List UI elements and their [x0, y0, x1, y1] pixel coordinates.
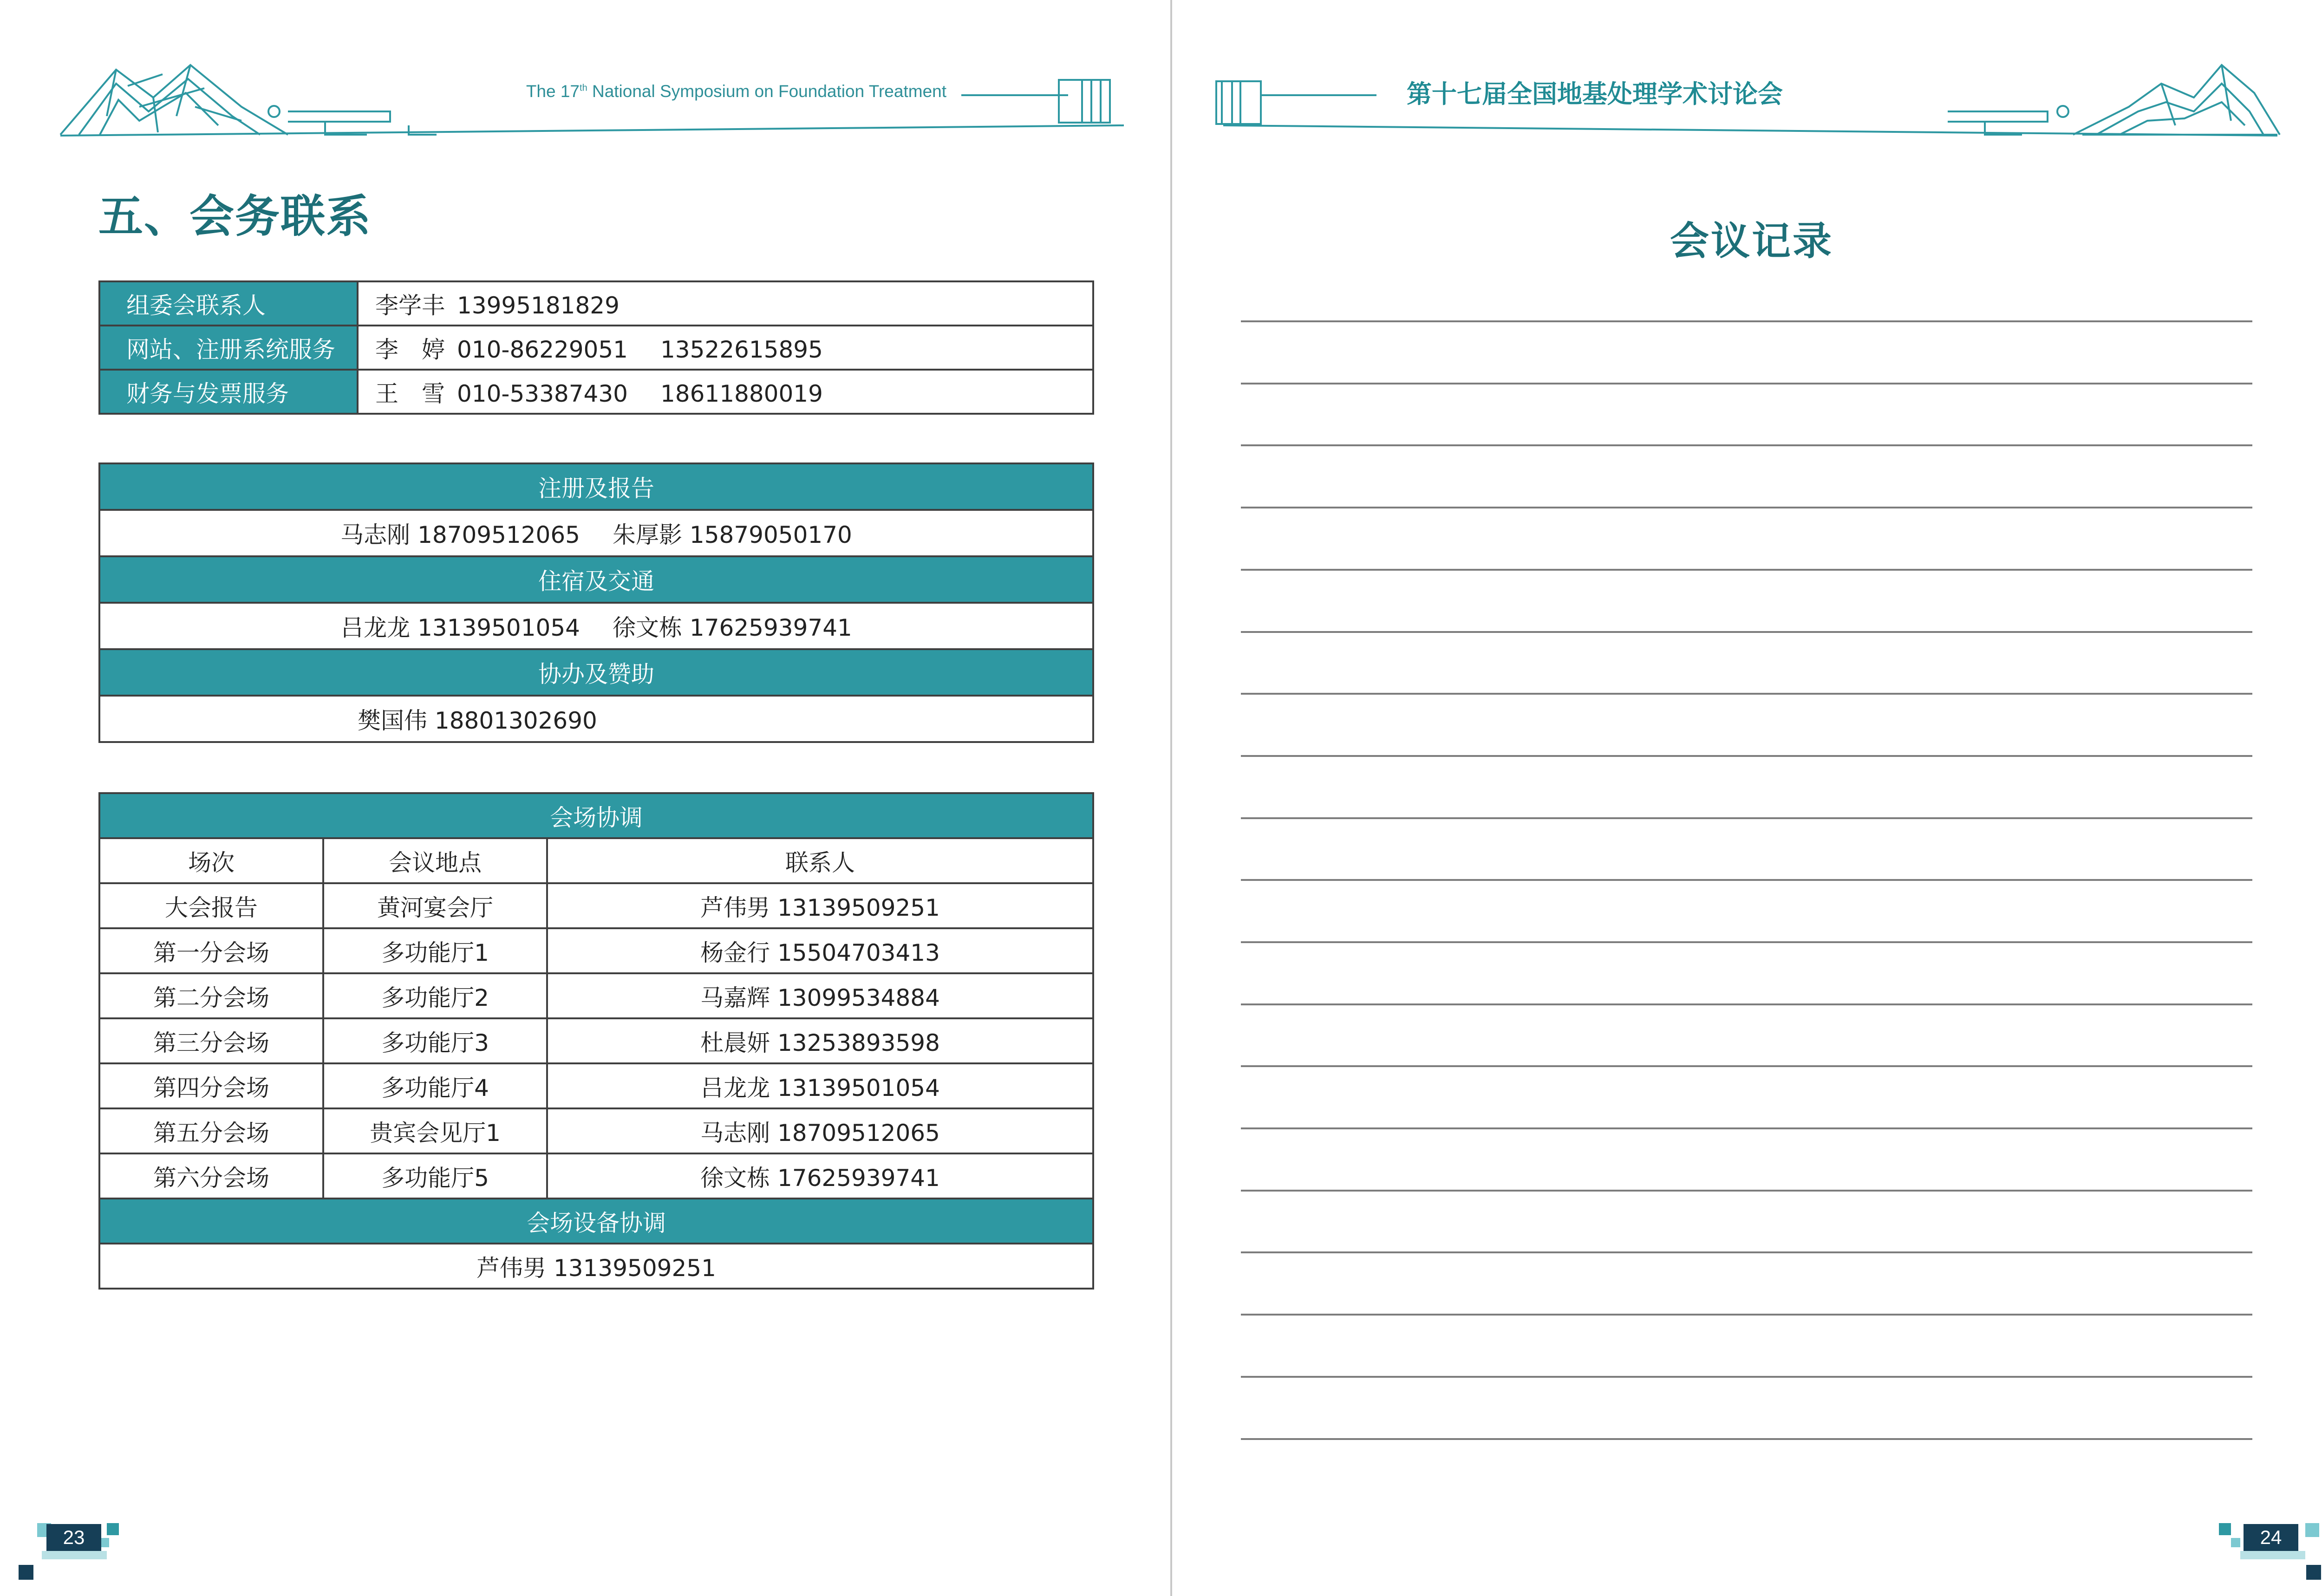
note-line	[1241, 1376, 2252, 1378]
note-line	[1241, 879, 2252, 881]
table-row	[99, 1063, 1093, 1108]
note-line	[1241, 320, 2252, 322]
venue-contact: 杜晨妍 13253893598	[547, 1018, 1093, 1063]
table-row	[99, 510, 1093, 556]
table-column-header-row	[99, 838, 1093, 883]
table-row	[99, 1153, 1093, 1199]
note-line	[1241, 631, 2252, 633]
page-number: 23	[46, 1524, 101, 1551]
venue-contact: 芦伟男 13139509251	[547, 883, 1093, 928]
symposium-header-cn: 第十七届全国地基处理学术讨论会	[1407, 79, 1783, 109]
venue-contact: 吕龙龙 13139501054	[547, 1063, 1093, 1108]
note-line	[1241, 1251, 2252, 1253]
table-header-row	[99, 793, 1093, 838]
note-line	[1241, 1003, 2252, 1005]
service-contact: 吕龙龙 13139501054 徐文栋 17625939741	[99, 603, 1093, 649]
service-heading: 住宿及交通	[99, 556, 1093, 603]
venue-location: 多功能厅4	[323, 1063, 547, 1108]
note-line	[1241, 507, 2252, 508]
note-line	[1241, 569, 2252, 571]
note-line	[1241, 1065, 2252, 1067]
venue-location: 多功能厅3	[323, 1018, 547, 1063]
section-title: 五、会务联系	[98, 190, 372, 242]
venue-location: 多功能厅2	[323, 973, 547, 1018]
table-header-row	[99, 556, 1093, 603]
mountain-ornament-icon	[0, 0, 1170, 149]
contact-table	[98, 280, 1094, 415]
note-line	[1241, 1190, 2252, 1192]
note-line	[1241, 693, 2252, 695]
contact-label: 组委会联系人	[99, 281, 358, 326]
equipment-contact: 芦伟男 13139509251	[99, 1244, 1093, 1289]
page-number: 24	[2244, 1524, 2298, 1551]
table-row	[99, 883, 1093, 928]
table-header-row	[99, 649, 1093, 696]
venue-session: 第四分会场	[99, 1063, 323, 1108]
venue-title: 会场协调	[99, 793, 1093, 838]
contact-value: 李学丰 13995181829	[358, 281, 1093, 326]
table-row	[99, 696, 1093, 742]
table-row	[99, 1018, 1093, 1063]
table-row	[99, 973, 1093, 1018]
contact-label: 网站、注册系统服务	[99, 326, 358, 370]
venue-session: 大会报告	[99, 883, 323, 928]
venue-contact: 徐文栋 17625939741	[547, 1153, 1093, 1199]
venue-session: 第二分会场	[99, 973, 323, 1018]
column-header: 联系人	[547, 838, 1093, 883]
table-row	[99, 928, 1093, 973]
table-header-row	[99, 1199, 1093, 1244]
venue-session: 第三分会场	[99, 1018, 323, 1063]
service-contact: 樊国伟 18801302690	[99, 696, 1093, 742]
service-table	[98, 463, 1094, 743]
note-line	[1241, 755, 2252, 757]
venue-contact: 马志刚 18709512065	[547, 1108, 1093, 1153]
meeting-notes-title: 会议记录	[1670, 218, 1834, 264]
note-line	[1241, 383, 2252, 384]
table-row	[99, 603, 1093, 649]
table-header-row	[99, 463, 1093, 510]
table-row	[99, 370, 1093, 414]
venue-session: 第五分会场	[99, 1108, 323, 1153]
venue-session: 第一分会场	[99, 928, 323, 973]
right-page	[1172, 0, 2322, 1596]
note-line	[1241, 1127, 2252, 1129]
contact-label: 财务与发票服务	[99, 370, 358, 414]
venue-contact: 马嘉辉 13099534884	[547, 973, 1093, 1018]
venue-session: 第六分会场	[99, 1153, 323, 1199]
table-row	[99, 1244, 1093, 1289]
contact-value: 王 雪 010-53387430 18611880019	[358, 370, 1093, 414]
venue-location: 贵宾会见厅1	[323, 1108, 547, 1153]
venue-location: 黄河宴会厅	[323, 883, 547, 928]
service-contact: 马志刚 18709512065 朱厚影 15879050170	[99, 510, 1093, 556]
note-line	[1241, 1314, 2252, 1316]
venue-contact: 杨金行 15504703413	[547, 928, 1093, 973]
venue-location: 多功能厅1	[323, 928, 547, 973]
venue-location: 多功能厅5	[323, 1153, 547, 1199]
column-header: 场次	[99, 838, 323, 883]
equipment-title: 会场设备协调	[99, 1199, 1093, 1244]
service-heading: 注册及报告	[99, 463, 1093, 510]
note-line	[1241, 1438, 2252, 1440]
table-row	[99, 1108, 1093, 1153]
note-line	[1241, 941, 2252, 943]
table-row	[99, 326, 1093, 370]
note-line	[1241, 444, 2252, 446]
table-row	[99, 281, 1093, 326]
column-header: 会议地点	[323, 838, 547, 883]
symposium-header-en: The 17th National Symposium on Foundation Treatment	[526, 82, 946, 101]
service-heading: 协办及赞助	[99, 649, 1093, 696]
note-line	[1241, 817, 2252, 819]
contact-value: 李 婷 010-86229051 13522615895	[358, 326, 1093, 370]
venue-table	[98, 792, 1094, 1290]
